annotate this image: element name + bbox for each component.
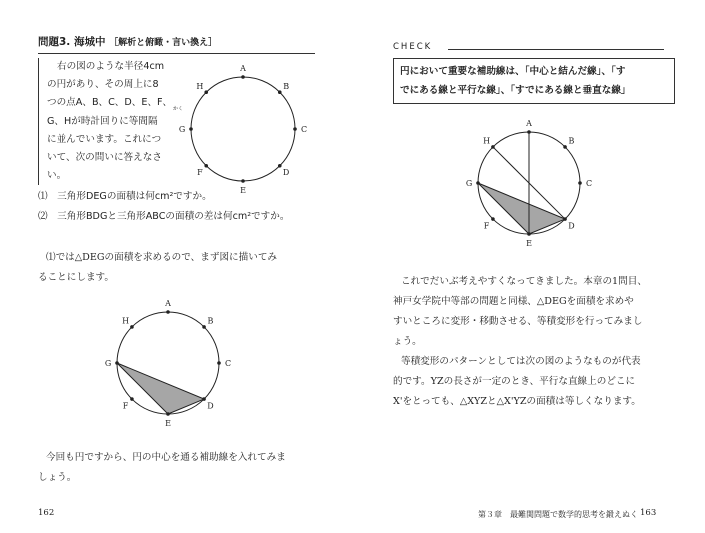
point-label-f: F bbox=[122, 401, 129, 411]
point-f bbox=[130, 397, 134, 401]
paragraph-1 bbox=[38, 248, 277, 288]
paragraph-line: すいところに変形・移動させる、等積変形を行ってみまし bbox=[393, 316, 643, 327]
point-label-b: B bbox=[283, 81, 290, 91]
point-f bbox=[204, 164, 208, 168]
check-line: でにある線と平行な線」、「すでにある線と垂直な線」 bbox=[400, 85, 631, 96]
problem-tag: ［解析と俯瞰・言い換え］ bbox=[109, 38, 218, 48]
paragraph-line: これでだいぶ考えやすくなってきました。本章の1問目、 bbox=[401, 276, 647, 287]
paragraph-line: X'をとっても、△XYZと△X'YZの面積は等しくなります。 bbox=[393, 396, 641, 407]
point-label-e: E bbox=[165, 419, 171, 428]
point-label-d: D bbox=[568, 221, 575, 231]
check-rule bbox=[448, 49, 664, 50]
point-a bbox=[241, 75, 245, 79]
check-line: 円において重要な補助線は、「中心と結んだ線」、「す bbox=[400, 66, 626, 77]
triangle-deg bbox=[117, 363, 204, 414]
problem-statement bbox=[38, 58, 187, 185]
point-a bbox=[166, 310, 170, 314]
paragraph-line: 今回も円ですから、円の中心を通る補助線を入れてみま bbox=[46, 452, 286, 463]
point-label-b: B bbox=[568, 136, 575, 146]
point-d bbox=[202, 397, 206, 401]
problem-line: い。 bbox=[47, 170, 67, 182]
point-label-c: C bbox=[585, 179, 593, 188]
point-e bbox=[527, 232, 531, 236]
circle-figure-2 bbox=[105, 300, 235, 430]
point-label-h: H bbox=[196, 81, 204, 91]
point-label-f: F bbox=[197, 168, 203, 178]
point-g bbox=[115, 361, 119, 365]
triangle-deg bbox=[478, 183, 565, 234]
problem-title-text: 問題3. 海城中 bbox=[38, 36, 106, 48]
paragraph-line: ることにします。 bbox=[38, 272, 114, 283]
check-label: CHECK bbox=[393, 42, 433, 52]
circle-figure-1 bbox=[178, 64, 308, 195]
point-label-a: A bbox=[165, 299, 171, 308]
point-label-g: G bbox=[178, 125, 186, 134]
page-number-left: 162 bbox=[38, 508, 55, 518]
point-label-a: A bbox=[240, 64, 246, 73]
point-d bbox=[563, 217, 567, 221]
point-b bbox=[202, 325, 206, 329]
point-h bbox=[130, 325, 134, 329]
point-label-a: A bbox=[526, 119, 532, 128]
point-a bbox=[527, 130, 531, 134]
problem-line: つの点A、B、C、D、E、F、 bbox=[47, 97, 173, 109]
paragraph-line: ょう。 bbox=[393, 336, 422, 347]
point-f bbox=[491, 217, 495, 221]
point-e bbox=[241, 179, 245, 183]
footer-chapter: 第３章 最難関問題で数学的思考を鍛えぬく bbox=[478, 510, 638, 519]
problem-title bbox=[38, 34, 315, 54]
circle-figure-3 bbox=[466, 120, 596, 250]
point-label-b: B bbox=[207, 316, 214, 326]
problem-line: G、Hが時計回りに等間隔 bbox=[47, 115, 158, 127]
point-d bbox=[278, 164, 282, 168]
point-e bbox=[166, 412, 170, 416]
point-c bbox=[293, 127, 297, 131]
point-h bbox=[204, 90, 208, 94]
page-number-right: 163 bbox=[640, 508, 657, 518]
point-label-e: E bbox=[240, 186, 246, 195]
paragraph-2 bbox=[38, 448, 286, 488]
problem-line: いて、次の問いに答えなさ bbox=[47, 152, 162, 164]
point-h bbox=[491, 145, 495, 149]
point-label-g: G bbox=[465, 179, 473, 188]
point-g bbox=[476, 181, 480, 185]
problem-line: 右の図のような半径4cm bbox=[57, 61, 165, 72]
point-label-g: G bbox=[104, 359, 112, 368]
problem-line: の円があり、その周上に8 bbox=[47, 79, 159, 91]
point-label-d: D bbox=[282, 168, 290, 178]
paragraph-line: 神戸女学院中等部の問題と同様、△DEGを面積を求めや bbox=[393, 296, 634, 307]
circle-points bbox=[179, 64, 307, 195]
check-box bbox=[393, 58, 675, 104]
point-g bbox=[189, 127, 193, 131]
paragraph-line: ⑴では△DEGの面積を求めるので、まず図に描いてみ bbox=[46, 252, 278, 263]
paragraph-line: 等積変形のパターンとしては次の図のようなものが代表 bbox=[401, 356, 641, 367]
point-b bbox=[278, 90, 282, 94]
paragraph-line: しょう。 bbox=[38, 472, 77, 483]
point-label-d: D bbox=[207, 401, 214, 411]
point-b bbox=[563, 145, 567, 149]
ruby-text: かく bbox=[172, 105, 183, 112]
paragraph-3 bbox=[393, 272, 673, 412]
point-label-e: E bbox=[526, 239, 532, 248]
point-label-c: C bbox=[300, 125, 308, 134]
question-1: ⑴ 三角形DEGの面積は何cm²ですか。 bbox=[38, 191, 212, 202]
question-2: ⑵ 三角形BDGと三角形ABCの面積の差は何cm²ですか。 bbox=[38, 211, 290, 222]
point-label-h: H bbox=[483, 136, 491, 146]
problem-line: に並んでいます。これにつ bbox=[47, 133, 162, 145]
point-c bbox=[578, 181, 582, 185]
point-c bbox=[217, 361, 221, 365]
point-label-f: F bbox=[483, 221, 490, 231]
point-label-h: H bbox=[122, 316, 130, 326]
point-label-c: C bbox=[224, 359, 232, 368]
paragraph-line: 的です。YZの長さが一定のとき、平行な直線上のどこに bbox=[393, 376, 636, 387]
